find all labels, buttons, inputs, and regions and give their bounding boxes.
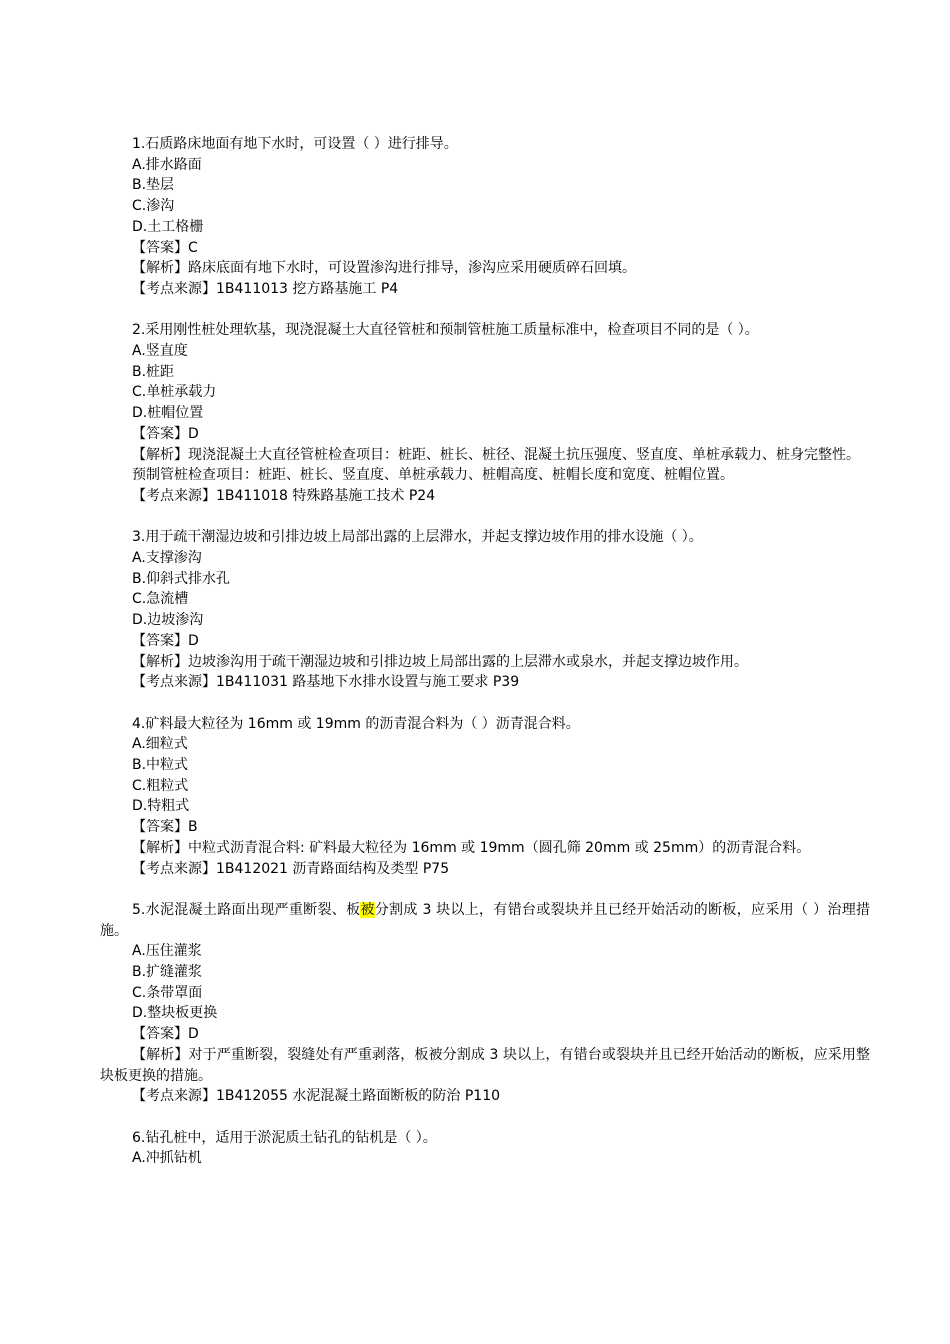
- question-2: [100, 320, 870, 506]
- document-body: [100, 134, 870, 1190]
- option-c: C.急流槽: [132, 591, 189, 608]
- question-stem: 4.矿料最大粒径为 16mm 或 19mm 的沥青混合料为（ ）沥青混合料。: [132, 715, 580, 732]
- option-a: A.冲抓钻机: [132, 1150, 202, 1167]
- question-stem: 3.用于疏干潮湿边坡和引排边坡上局部出露的上层滞水，并起支撑边坡作用的排水设施（ ）。: [132, 529, 703, 546]
- question-6: [100, 1128, 870, 1169]
- analysis: 【解析】对于严重断裂，裂缝处有严重剥落，板被分割成 3 块以上，有错台或裂块并且已经开始活动的断板，应采用整块板更换的措施。: [100, 1046, 870, 1084]
- source: 【考点来源】1B411013 挖方路基施工 P4: [132, 280, 399, 297]
- stem-text: 5.水泥混凝土路面出现严重断裂、板: [132, 901, 361, 918]
- analysis: 【解析】边坡渗沟用于疏干潮湿边坡和引排边坡上局部出露的上层滞水或泉水，并起支撑边坡作用。: [132, 653, 748, 670]
- answer: 【答案】D: [132, 425, 199, 442]
- option-a: A.支撑渗沟: [132, 550, 202, 567]
- source: 【考点来源】1B411018 特殊路基施工技术 P24: [132, 487, 436, 504]
- option-a: A.排水路面: [132, 156, 202, 173]
- answer: 【答案】B: [132, 819, 198, 836]
- option-d: D.整块板更换: [132, 1005, 218, 1022]
- question-stem: 2.采用刚性桩处理软基，现浇混凝土大直径管桩和预制管桩施工质量标准中，检查项目不同的是（ ）。: [132, 322, 759, 339]
- question-stem: 1.石质路床地面有地下水时，可设置（ ）进行排导。: [132, 136, 458, 152]
- source: 【考点来源】1B411031 路基地下水排水设置与施工要求 P39: [132, 674, 520, 691]
- question-1: [100, 134, 870, 300]
- option-c: C.条带罩面: [132, 984, 203, 1001]
- answer: 【答案】C: [132, 239, 198, 256]
- option-a: A.压住灌浆: [132, 943, 202, 960]
- analysis: 【解析】现浇混凝土大直径管桩检查项目：桩距、桩长、桩径、混凝土抗压强度、竖直度、单桩承载力、桩身完整性。: [132, 446, 860, 463]
- source: 【考点来源】1B412055 水泥混凝土路面断板的防治 P110: [132, 1088, 501, 1105]
- answer: 【答案】D: [132, 632, 199, 649]
- option-b: B.仰斜式排水孔: [132, 570, 231, 587]
- option-d: D.土工格栅: [132, 218, 204, 235]
- option-d: D.桩帽位置: [132, 405, 204, 422]
- analysis-continued: 预制管桩检查项目：桩距、桩长、竖直度、单桩承载力、桩帽高度、桩帽长度和宽度、桩帽位置。: [132, 467, 734, 484]
- stem-text-continued: 分割成 3 块以上，有错台或裂块并且已经开始活动的断板，应采用（ ）治理措施。: [100, 901, 871, 939]
- option-c: C.单桩承载力: [132, 384, 217, 401]
- question-stem: [100, 900, 870, 941]
- question-5: [100, 900, 870, 1107]
- option-a: A.竖直度: [132, 343, 188, 360]
- option-b: B.扩缝灌浆: [132, 964, 203, 981]
- analysis: 【解析】路床底面有地下水时，可设置渗沟进行排导，渗沟应采用硬质碎石回填。: [132, 260, 636, 277]
- option-c: C.渗沟: [132, 198, 175, 215]
- highlighted-text: 被: [360, 901, 375, 918]
- question-4: [100, 714, 870, 880]
- source: 【考点来源】1B412021 沥青路面结构及类型 P75: [132, 860, 450, 877]
- option-d: D.特粗式: [132, 798, 190, 815]
- option-d: D.边坡渗沟: [132, 612, 204, 629]
- option-b: B.垫层: [132, 177, 175, 194]
- option-b: B.桩距: [132, 363, 175, 380]
- answer: 【答案】D: [132, 1026, 199, 1043]
- option-c: C.粗粒式: [132, 777, 189, 794]
- option-a: A.细粒式: [132, 736, 188, 753]
- question-3: [100, 527, 870, 693]
- question-stem: 6.钻孔桩中，适用于淤泥质土钻孔的钻机是（ ）。: [132, 1129, 437, 1146]
- option-b: B.中粒式: [132, 757, 189, 774]
- analysis: 【解析】中粒式沥青混合料: 矿料最大粒径为 16mm 或 19mm（圆孔筛 20mm 或 25mm）的沥青混合料。: [132, 839, 811, 856]
